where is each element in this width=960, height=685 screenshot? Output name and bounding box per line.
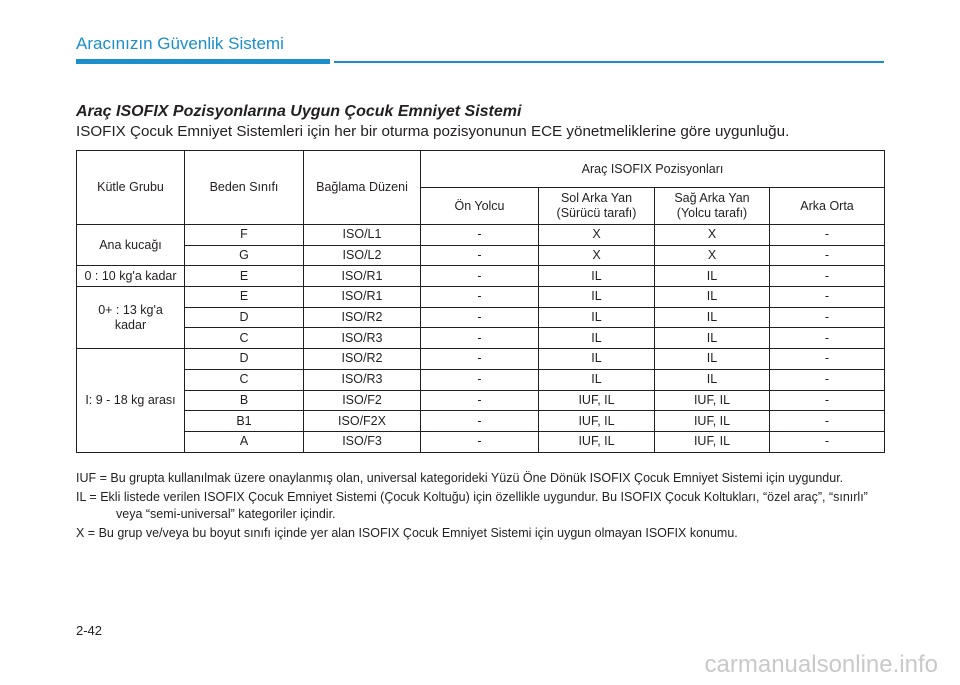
note-x: X = Bu grup ve/veya bu boyut sınıfı içinde yer alan ISOFIX Çocuk Emniyet Sistemi için uygun olmayan ISOFIX konumu.	[76, 526, 738, 540]
mass-group-cell: Ana kucağı	[77, 225, 185, 266]
cell-fixture: ISO/F2X	[304, 411, 421, 432]
cell-front: -	[421, 390, 539, 411]
mass-group-cell: 0 : 10 kg'a kadar	[77, 266, 185, 287]
page-title: Araç ISOFIX Pozisyonlarına Uygun Çocuk Emniyet Sistemi	[76, 103, 522, 120]
cell-center: -	[770, 431, 885, 452]
cell-front: -	[421, 328, 539, 349]
cell-rear-right: X	[655, 245, 770, 266]
table-row	[77, 431, 885, 452]
cell-rear-left: IL	[539, 307, 655, 328]
header-rule-thick	[76, 59, 330, 64]
header-rear-left-line1: Sol Arka Yan	[560, 191, 633, 205]
header-rear-right-line2: (Yolcu tarafı)	[676, 206, 748, 220]
section-header-title: Aracınızın Güvenlik Sistemi	[76, 34, 284, 53]
cell-rear-right: IL	[655, 328, 770, 349]
cell-size: E	[185, 287, 304, 308]
cell-rear-right: IL	[655, 287, 770, 308]
header-rear-right	[655, 188, 770, 225]
cell-fixture: ISO/R2	[304, 349, 421, 370]
table-row	[77, 349, 885, 370]
cell-rear-right: IL	[655, 307, 770, 328]
cell-center: -	[770, 225, 885, 246]
cell-fixture: ISO/L2	[304, 245, 421, 266]
header-mass-group: Kütle Grubu	[77, 151, 185, 225]
cell-rear-left: X	[539, 245, 655, 266]
cell-front: -	[421, 266, 539, 287]
cell-front: -	[421, 349, 539, 370]
mass-group-cell: I: 9 - 18 kg arası	[77, 349, 185, 452]
cell-rear-left: IL	[539, 349, 655, 370]
header-vehicle-positions: Araç ISOFIX Pozisyonları	[421, 151, 885, 188]
cell-center: -	[770, 349, 885, 370]
header-rule-thin	[334, 61, 884, 63]
cell-fixture: ISO/R1	[304, 287, 421, 308]
cell-front: -	[421, 411, 539, 432]
cell-size: F	[185, 225, 304, 246]
note-il: IL = Ekli listede verilen ISOFIX Çocuk Emniyet Sistemi (Çocuk Koltuğu) için özellikle uygundur. Bu ISOFIX Çocuk Koltukları, “özel araç”, “sınırlı” veya “semi-universal” kategoriler içindir.	[76, 490, 868, 521]
header-rear-right-line1: Sağ Arka Yan	[674, 191, 750, 205]
cell-rear-left: IUF, IL	[539, 390, 655, 411]
cell-rear-left: IUF, IL	[539, 431, 655, 452]
cell-rear-left: IL	[539, 369, 655, 390]
cell-front: -	[421, 431, 539, 452]
cell-size: B	[185, 390, 304, 411]
cell-rear-right: IUF, IL	[655, 390, 770, 411]
cell-front: -	[421, 287, 539, 308]
cell-fixture: ISO/F2	[304, 390, 421, 411]
page-description: ISOFIX Çocuk Emniyet Sistemleri için her bir oturma pozisyonunun ECE yönetmeliklerine göre uygunluğu.	[76, 123, 790, 140]
header-size-class: Beden Sınıfı	[185, 151, 304, 225]
cell-center: -	[770, 307, 885, 328]
cell-size: D	[185, 349, 304, 370]
mass-group-cell: 0+ : 13 kg'a kadar	[77, 287, 185, 349]
note-iuf: IUF = Bu grupta kullanılmak üzere onaylanmış olan, universal kategorideki Yüzü Öne Dönük ISOFIX Çocuk Emniyet Sistemi için uygundur.	[76, 471, 844, 485]
legend-notes	[76, 470, 884, 544]
table-row	[77, 266, 885, 287]
cell-rear-right: IUF, IL	[655, 411, 770, 432]
header-rear-left	[539, 188, 655, 225]
cell-rear-right: IL	[655, 266, 770, 287]
header-rear-center: Arka Orta	[770, 188, 885, 225]
cell-rear-right: IUF, IL	[655, 431, 770, 452]
cell-rear-left: IL	[539, 328, 655, 349]
cell-rear-right: IL	[655, 349, 770, 370]
cell-size: D	[185, 307, 304, 328]
header-front-passenger: Ön Yolcu	[421, 188, 539, 225]
cell-size: B1	[185, 411, 304, 432]
table-row	[77, 328, 885, 349]
table-header-row	[77, 151, 885, 188]
cell-fixture: ISO/L1	[304, 225, 421, 246]
table-row	[77, 369, 885, 390]
cell-rear-left: X	[539, 225, 655, 246]
cell-center: -	[770, 287, 885, 308]
table-row	[77, 390, 885, 411]
cell-size: G	[185, 245, 304, 266]
cell-rear-right: IL	[655, 369, 770, 390]
table-row	[77, 287, 885, 308]
cell-center: -	[770, 369, 885, 390]
cell-front: -	[421, 307, 539, 328]
cell-center: -	[770, 328, 885, 349]
cell-fixture: ISO/F3	[304, 431, 421, 452]
cell-front: -	[421, 245, 539, 266]
cell-rear-left: IL	[539, 287, 655, 308]
cell-size: A	[185, 431, 304, 452]
cell-rear-left: IL	[539, 266, 655, 287]
cell-rear-right: X	[655, 225, 770, 246]
cell-center: -	[770, 266, 885, 287]
table-row	[77, 307, 885, 328]
cell-fixture: ISO/R1	[304, 266, 421, 287]
cell-front: -	[421, 369, 539, 390]
table-row	[77, 245, 885, 266]
cell-fixture: ISO/R3	[304, 369, 421, 390]
cell-size: E	[185, 266, 304, 287]
table-row	[77, 225, 885, 246]
watermark-text: carmanualsonline.info	[704, 651, 938, 678]
table-row	[77, 411, 885, 432]
cell-fixture: ISO/R2	[304, 307, 421, 328]
header-rear-left-line2: (Sürücü tarafı)	[556, 206, 637, 220]
cell-center: -	[770, 390, 885, 411]
cell-center: -	[770, 411, 885, 432]
cell-size: C	[185, 328, 304, 349]
isofix-table	[76, 150, 885, 453]
page-number: 2-42	[76, 623, 103, 638]
cell-rear-left: IUF, IL	[539, 411, 655, 432]
cell-center: -	[770, 245, 885, 266]
cell-size: C	[185, 369, 304, 390]
cell-fixture: ISO/R3	[304, 328, 421, 349]
cell-front: -	[421, 225, 539, 246]
header-fixture: Bağlama Düzeni	[304, 151, 421, 225]
